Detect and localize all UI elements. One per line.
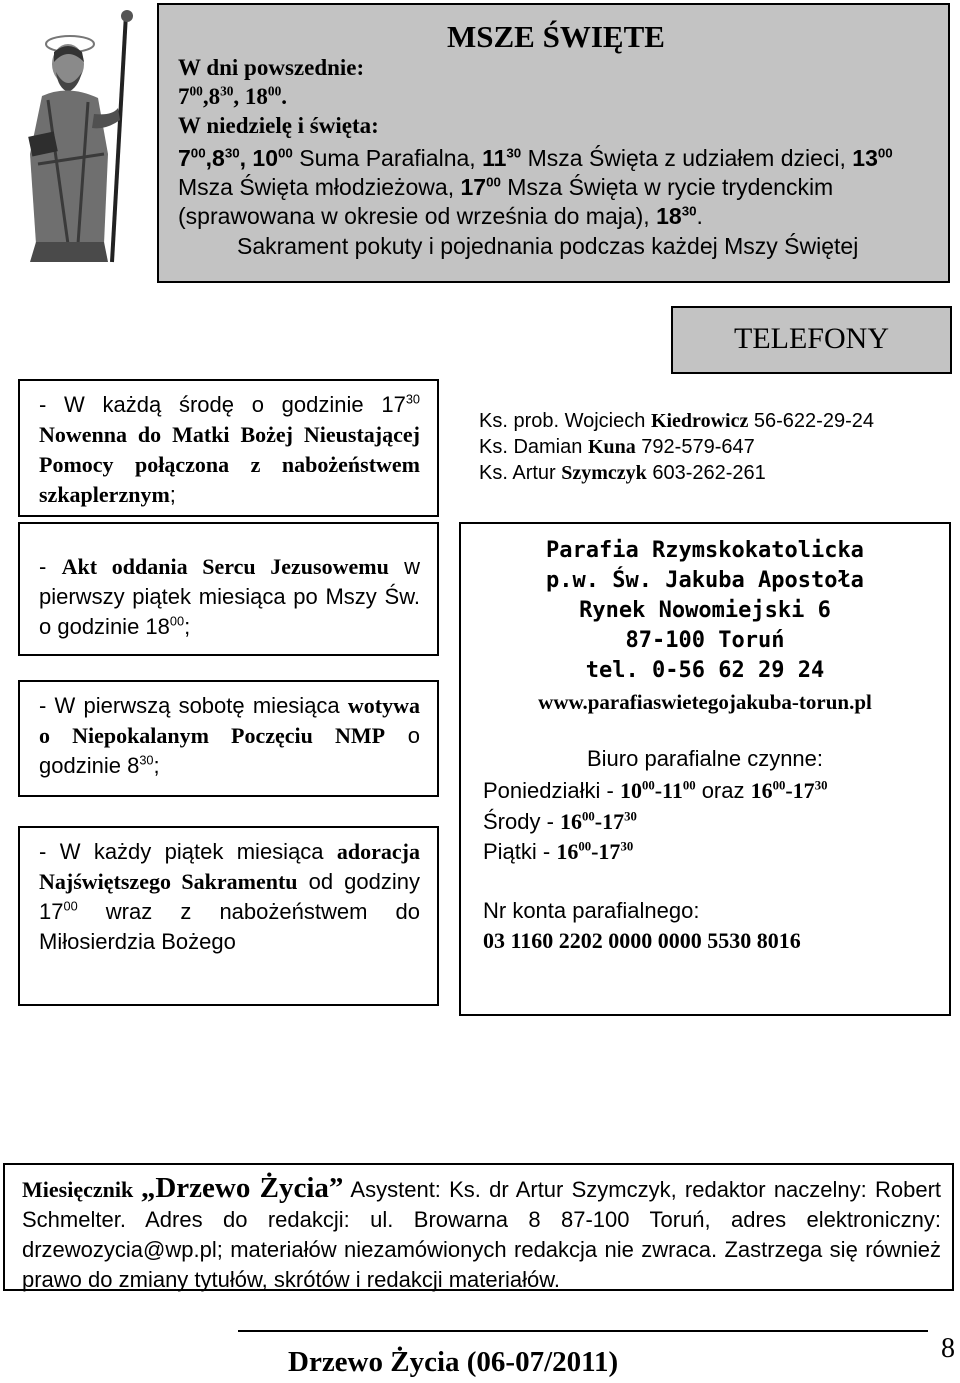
devotion-box-adoration (18, 826, 439, 1006)
parish-name: Parafia Rzymskokatolicka (546, 538, 864, 563)
imprint-text (22, 1173, 941, 1295)
phones-title: TELEFONY (734, 322, 889, 355)
devotion-box-friday-heart (18, 522, 439, 656)
office-hours-wednesday: Środy - $16^{00}-17^{30}$ (483, 809, 637, 834)
imprint-box (3, 1163, 954, 1291)
account-label: Nr konta parafialnego: (483, 898, 700, 923)
parish-phone: tel. 0-56 62 29 24 (585, 658, 825, 683)
page-number: 8 (941, 1333, 955, 1364)
phone-entry: Ks. Artur Szymczyk 603-262-261 (479, 462, 766, 484)
imprint-title: „Drzewo Życia” (140, 1172, 344, 1204)
devotion-box-saturday (18, 680, 439, 797)
office-hours-friday: Piątki - $16^{00}-17^{30}$ (483, 839, 634, 864)
devotion-wednesday-text: - W każdą środę o godzinie $17^{30}$ Nowenna do Matki Bożej Nieustającej Pomocy połączona z nabożeństwem szkaplerznym; (39, 391, 420, 507)
sundays-times-line3: (sprawowana w okresie od września do maja), $18^{30}$. (178, 203, 703, 229)
weekdays-times: $7^{00},8^{30}$, $18^{00}$. (178, 83, 287, 109)
parish-patron: p.w. Św. Jakuba Apostoła (546, 568, 864, 593)
phones-header-box (671, 306, 952, 374)
confession-info: Sakrament pokuty i pojednania podczas każdej Mszy Świętej (237, 233, 859, 259)
phone-list (479, 408, 874, 486)
imprint-label: Miesięcznik (22, 1177, 134, 1202)
sundays-label: W niedzielę i święta: (178, 113, 379, 138)
phone-entry: Ks. prob. Wojciech Kiedrowicz 56-622-29-24 (479, 410, 874, 432)
parish-website-link[interactable]: www.parafiaswietegojakuba-torun.pl (538, 690, 872, 714)
office-hours-label: Biuro parafialne czynne: (586, 746, 824, 771)
devotion-box-wednesday (18, 379, 439, 517)
account-number: 03 1160 2202 0000 0000 5530 8016 (483, 928, 801, 953)
masses-title: MSZE ŚWIĘTE (447, 19, 665, 54)
sundays-times-line2: Msza Święta młodzieżowa, $17^{00}$ Msza Święta w rycie trydenckim (178, 174, 834, 200)
devotion-saturday-text: - W pierwszą sobotę miesiąca wotywa o Niepokalanym Poczęciu NMP o godzinie $8^{30}$; (39, 693, 420, 778)
parish-city: 87-100 Toruń (625, 628, 785, 653)
masses-box (157, 3, 950, 283)
footer-title: Drzewo Życia (06-07/2011) (288, 1346, 619, 1378)
weekdays-label: W dni powszednie: (178, 55, 365, 80)
devotion-friday-heart-text: - Akt oddania Sercu Jezusowemu w pierwszy piątek miesiąca po Mszy Św. o godzinie $18^{00}$; (39, 554, 420, 639)
phone-entry: Ks. Damian Kuna 792-579-647 (479, 436, 755, 458)
parish-street: Rynek Nowomiejski 6 (579, 598, 831, 623)
saint-james-image (8, 4, 156, 266)
footer-rule (238, 1330, 928, 1332)
imprint-body: Asystent: Ks. dr Artur Szymczyk, redaktor naczelny: Robert Schmelter. Adres do redakcji: ul. Browarna 8 87-100 Toruń, adres elektroniczny: drzewozycia@wp.pl; materiałów niezamówionych redakcja nie zwraca. Zastrzega się również prawo do zmiany tytułów, skrótów i redakcji materiałów. (22, 1177, 942, 1292)
sundays-times-line1: $7^{00},8^{30}$, $10^{00}$ Suma Parafialna, $11^{30}$ Msza Święta z udziałem dzieci, $13^{00}$ (178, 145, 893, 171)
devotion-adoration-text: - W każdy piątek miesiąca adoracja Najświętszego Sakramentu od godziny $17^{00}$ wraz z nabożeństwem do Miłosierdzia Bożego (39, 839, 420, 954)
parish-info-box (459, 522, 951, 1016)
office-hours-monday: Poniedziałki - $10^{00}-11^{00}$ oraz $16^{00}-17^{30}$ (483, 778, 828, 803)
